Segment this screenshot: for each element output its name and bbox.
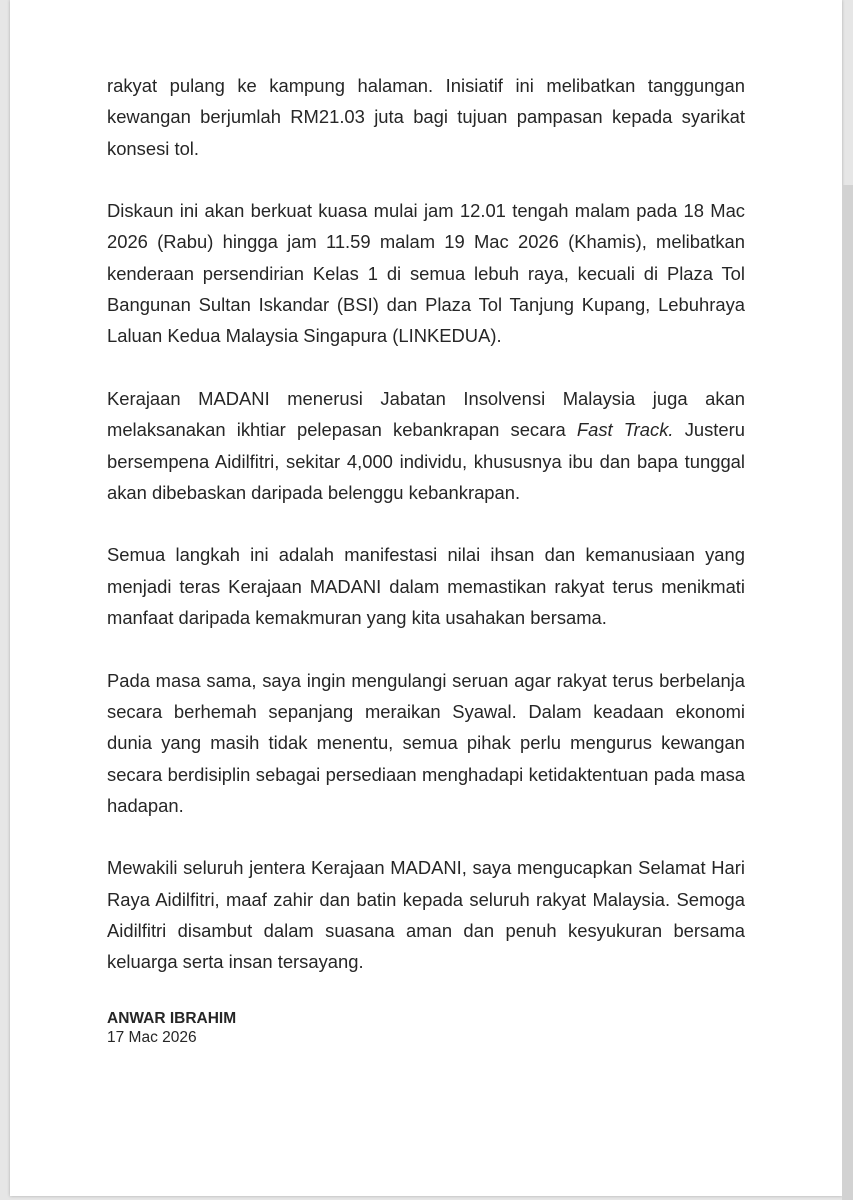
scrollbar-track[interactable]: [842, 185, 853, 1200]
paragraph-raya-greeting: Mewakili seluruh jentera Kerajaan MADANI, saya mengucapkan Selamat Hari Raya Aidilfitri, maaf zahir dan batin kepada seluruh rakyat Malaysia. Semoga Aidilfitri disambut dalam suasana aman dan penuh kesyukuran bersama keluarga serta insan tersayang.: [107, 857, 745, 973]
paragraph-text-part: Kerajaan MADANI menerusi Jabatan Insolvensi Malaysia juga akan melaksanakan ikhtiar pelepasan kebankrapan secara: [107, 387, 745, 441]
paragraph-bankruptcy-release: [107, 383, 745, 508]
signatory-name: ANWAR IBRAHIM: [107, 1009, 237, 1027]
paragraph-prudent-spending: Pada masa sama, saya ingin mengulangi seruan agar rakyat terus berbelanja secara berhemah sepanjang meraikan Syawal. Dalam keadaan ekonomi dunia yang masih tidak menentu, semua pihak perlu mengurus kewangan secara berdisiplin sebagai persediaan menghadapi ketidaktentuan pada masa hadapan.: [107, 669, 745, 816]
paragraph-toll-compensation: rakyat pulang ke kampung halaman. Inisiatif ini melibatkan tanggungan kewangan berjumlah RM21.03 juta bagi tujuan pampasan kepada syarikat konsesi tol.: [107, 75, 745, 159]
paragraph-text-part: Justeru bersempena Aidilfitri, sekitar 4,000 individu, khususnya ibu dan bapa tunggal akan dibebaskan daripada belenggu kebankrapan.: [107, 419, 746, 503]
paragraph-madani-values: Semua langkah ini adalah manifestasi nilai ihsan dan kemanusiaan yang menjadi teras Kerajaan MADANI dalam memastikan rakyat terus menikmati manfaat daripada kemakmuran yang kita usahakan bersama.: [107, 544, 745, 629]
paragraph-toll-discount-period: Diskaun ini akan berkuat kuasa mulai jam 12.01 tengah malam pada 18 Mac 2026 (Rabu) hingga jam 11.59 malam 19 Mac 2026 (Khamis), melibatkan kenderaan persendirian Kelas 1 di semua lebuh raya, kecuali di Plaza Tol Bangunan Sultan Iskandar (BSI) dan Plaza Tol Tanjung Kupang, Lebuhraya Laluan Kedua Malaysia Singapura (LINKEDUA).: [107, 200, 745, 347]
document-body: [107, 70, 745, 1047]
emphasis-fast-track: Fast Track.: [576, 419, 674, 441]
signature-date: 17 Mac 2026: [107, 1028, 197, 1046]
